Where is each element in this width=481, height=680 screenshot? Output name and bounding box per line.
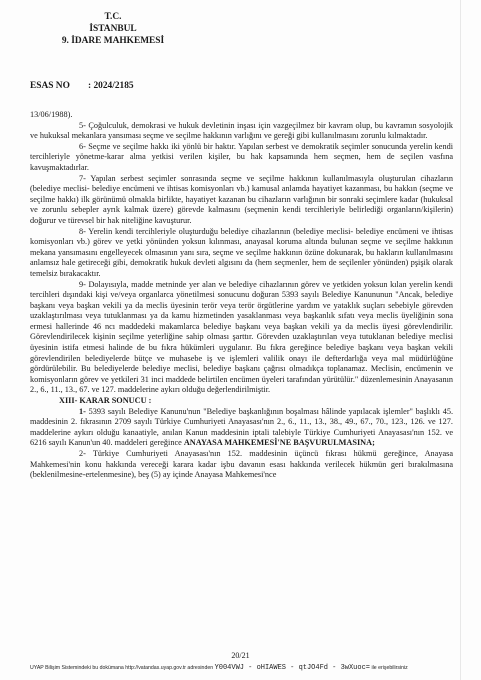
header-line-tc: T.C.: [104, 12, 122, 22]
case-number-value: : 2024/2185: [88, 81, 134, 91]
paragraph-6: 6- Seçme ve seçilme hakkı iki yönlü bir haktır. Yapılan serbest ve demokratik seçimler sonucunda yerelin kendi tercihleriyle yönetme-karar alma yetkisi verilen kişiler, bu hak kapsamında hem seçmen, hem de seçilen vasfına kavuşmaktadırlar.: [30, 141, 453, 172]
footer-verification-code: Y004VWJ - oHIAWES - qtJO4Fd - 3wXuoc=: [214, 664, 370, 672]
footer: [30, 664, 460, 672]
body-text: [30, 110, 453, 481]
decision-item-2: 2- Türkiye Cumhuriyeti Anayasası'nın 152. maddesinin üçüncü fıkrası hükmü gereğince, Anayasa Mahkemesi'nin konu hakkında vereceği karara kadar işbu davanın esası hakkında verilecek hükmün geri bırakılmasına (beklenilmesine-ertelenmesine), beş (5) ay içinde Anayasa Mahkemesi'nce: [30, 449, 453, 480]
decision-item-1: [30, 407, 453, 449]
footer-text-1: UYAP Bilişim Sistemindeki bu dokümana http://vatandas.uyap.gov.tr adresinden: [30, 665, 214, 671]
decision-item-1-bold: ANAYASA MAHKEMESİ'NE BAŞVURULMASINA;: [183, 438, 375, 448]
decision-item-1-text: 5393 sayılı Belediye Kanunu'nun "Belediye başkanlığının boşalması hâlinde yapılacak işlemler" başlıklı 45. maddesinin 2. fıkrasının 2709 sayılı Türkiye Cumhuriyeti Anayasası'nın 2., 6., 11., 13., 38., 49., 67., 70., 123., 126. ve 127. maddelerine aykırı olduğu kanaatiyle, anılan Kanun maddesinin iptali talebiyle Türkiye Cumhuriyeti Anayasası'nın 152. ve 6216 sayılı Kanun'un 40. maddeleri gereğince: [30, 406, 454, 448]
page-edge-line: [460, 0, 461, 680]
footer-text-2: ile erişebilirsiniz: [371, 665, 408, 671]
decision-item-1-number: 1-: [79, 406, 86, 416]
paragraph-5: 5- Çoğulculuk, demokrasi ve hukuk devletinin inşası için vazgeçilmez bir kavram olup, bu kavramın sosyolojik ve hukuksal mekanlara yansıması seçme ve seçilme hakkının varlığını ve gereği gibi kullanılmasını zorunlu kılmaktadır.: [30, 120, 453, 141]
case-number: [30, 81, 134, 91]
page-number: 20/21: [231, 651, 250, 660]
header-line-court: 9. İDARE MAHKEMESİ: [61, 36, 165, 46]
paragraph-date: 13/06/1988).: [30, 110, 73, 119]
paragraph-7: 7- Yapılan serbest seçimler sonrasında seçme ve seçilme hakkının kullanılmasıyla oluşturulan cihazların (belediye meclisi- belediye encümeni ve ihtisas komisyonları vb.) kamusal anlamda hayatiyet kazanması, bu hakkın (seçme ve seçilme hakkı) ilk görünümü olmakla birlikte, hayatiyet kazanan bu cihazların varlığının bir sonraki seçimlere kadar (hukuksal ve zorunlu sebepler ayrık kalmak üzere) görevde kalmasını (seçmenin kendi tercihleriyle belirlediği organların/kişilerin) doğurur ve türevsel bir hak niteliğine kavuşturur.: [30, 173, 453, 225]
paragraph-8: 8- Yerelin kendi tercihleriyle oluşturduğu belediye cihazlarının (belediye meclisi- belediye encümeni ve ihtisas komisyonları vb.) görev ve yetki yönünden yoksun kılınması, anayasal koruma altında bulunan seçme ve seçilme hakkının mekana yansımasını engelleyecek olmasının yanı sıra, seçme ve seçilme hakkının özüne dokunarak, bu hakların kullanılmasını anlamsız hale getireceği gibi, demokratik hukuk devleti algısını da (hem seçmenler, hem de seçilenler yönünden) pşişik olarak temelsiz bırakacaktır.: [30, 226, 453, 278]
paragraph-9: 9- Dolayısıyla, madde metninde yer alan ve belediye cihazlarının görev ve yetkiden yoksun kılan yerelin kendi tercihleri dışındaki kişi ve/veya organlarca yönetilmesi sonucunu doğuran 5393 sayılı Belediye Kanununun "Ancak, belediye başkanı veya başkan vekili ya da meclis üyesinin terör veya terör örgütlerine yardım ve yataklık suçları sebebiyle görevden uzaklaştırılması veya tutuklanması ya da kamu hizmetinden yasaklanması veya başkanlık sıfatı veya meclis üyeliğinin sona ermesi hallerinde 46 ncı maddedeki makamlarca belediye başkanı veya başkan vekili ya da meclis üyesi görevlendirilir. Görevlendirilecek kişinin seçilme yeterliğine sahip olması şarttır. Görevden uzaklaştırılan veya tutuklanan belediye meclisi üyesinin istifa etmesi halinde de bu fıkra hükümleri uygulanır. Bu fıkra gereğince belediye başkanı veya başkan vekili görevlendirilen belediyelerde bütçe ve muhasebe iş ve işlemleri valilik onayı ile defterdarlığa veya mal müdürlüğüne gördürülebilir. Bu belediyelerde belediye meclisi, belediye başkanı çağrısı olmadıkça toplanamaz. Meclisin, encümenin ve komisyonların görev ve yetkileri 31 inci maddede belirtilen encümen üyeleri tarafından yürütülür." düzenlemesinin Anayasanın 2., 6., 11., 13., 67. ve 127. maddelerine aykırı olduğu değerlendirilmiştir.: [30, 279, 453, 395]
section-heading: XIII- KARAR SONUCU :: [59, 396, 152, 406]
header-line-city: İSTANBUL: [89, 24, 137, 34]
case-number-label: ESAS NO: [30, 81, 70, 91]
